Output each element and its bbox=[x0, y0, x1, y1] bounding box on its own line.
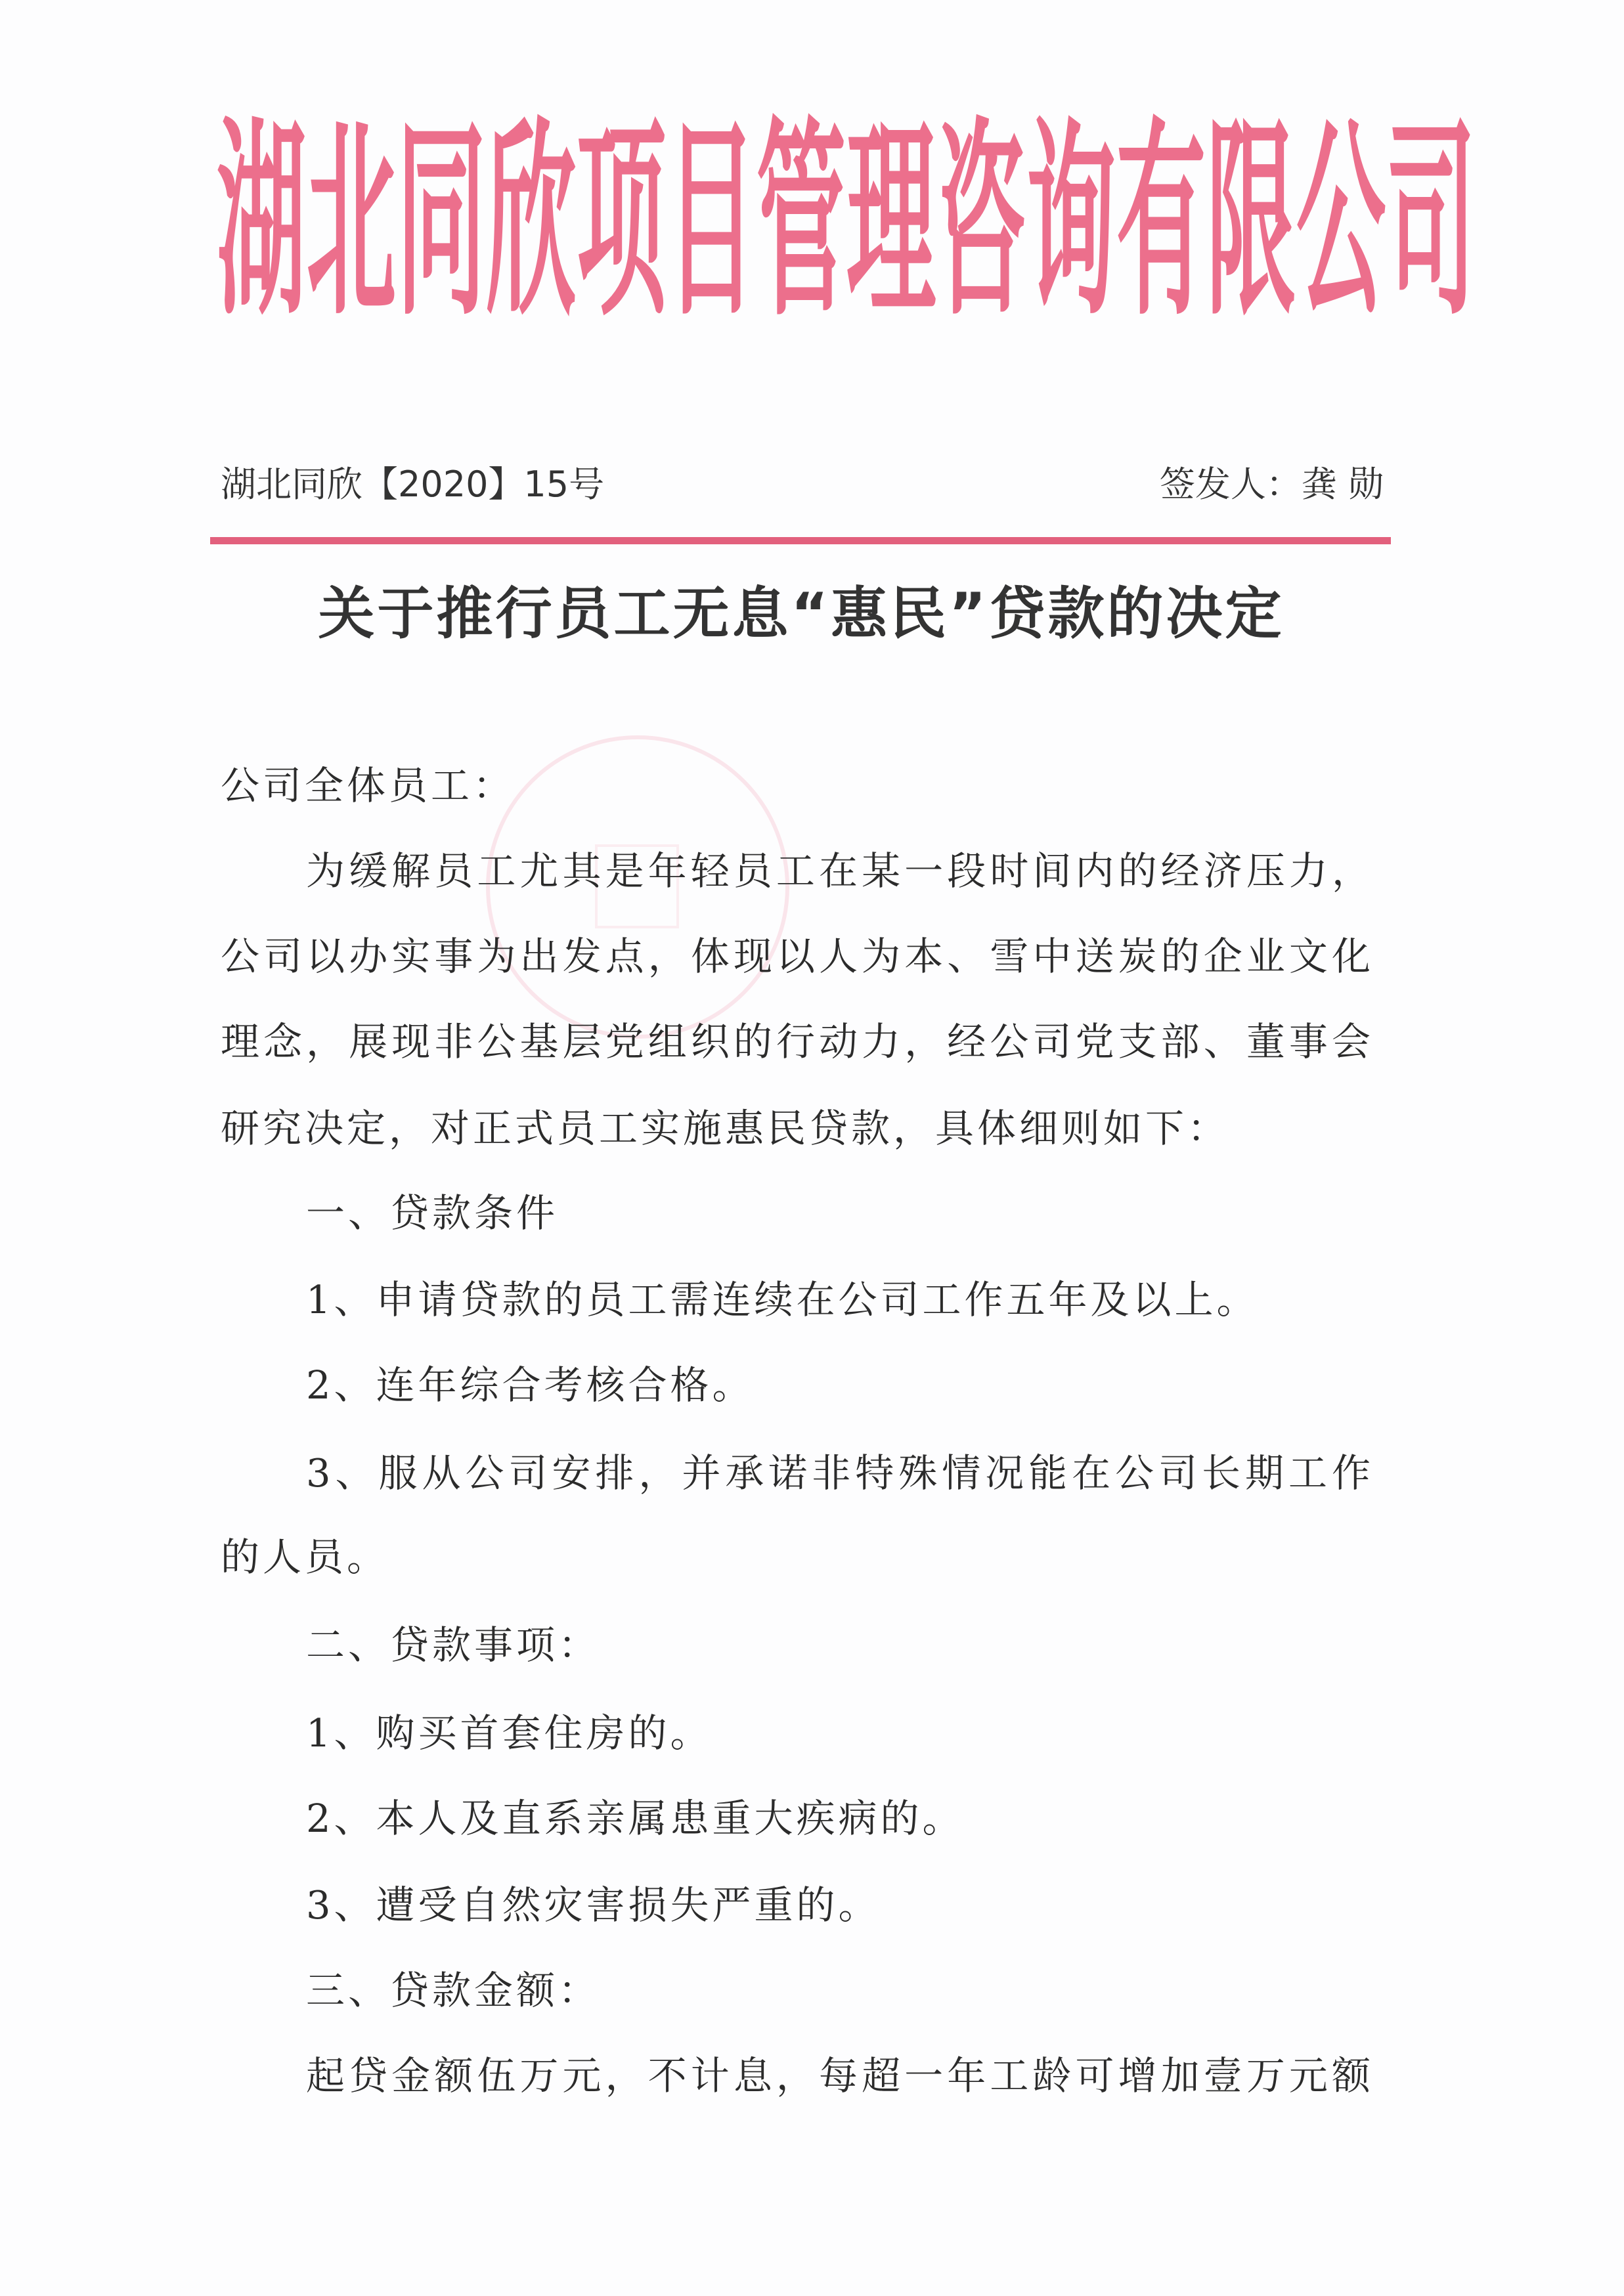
paragraph-line: 研究决定，对正式员工实施惠民贷款，具体细则如下： bbox=[221, 1106, 1230, 1151]
section-heading: 一、贷款条件 bbox=[306, 1190, 559, 1236]
signer: 签发人：龚 勋 bbox=[1159, 464, 1384, 505]
red-divider bbox=[210, 537, 1391, 544]
document-title: 关于推行员工无息“惠民”贷款的决定 bbox=[318, 581, 1284, 647]
paragraph-line: 为缓解员工尤其是年轻员工在某一段时间内的经济压力， bbox=[306, 848, 1374, 894]
list-item: 3、服从公司安排，并承诺非特殊情况能在公司长期工作 bbox=[306, 1450, 1374, 1496]
salutation: 公司全体员工： bbox=[221, 763, 516, 808]
paragraph-line: 公司以办实事为出发点，体现以人为本、雪中送炭的企业文化 bbox=[221, 934, 1374, 979]
section-heading: 三、贷款金额： bbox=[306, 1968, 601, 2013]
letterhead-text: 湖北同欣项目管理咨询有限公司 bbox=[217, 101, 1476, 345]
list-item-continuation: 的人员。 bbox=[221, 1534, 389, 1580]
list-item: 2、连年综合考核合格。 bbox=[306, 1362, 755, 1408]
list-item: 1、购买首套住房的。 bbox=[306, 1710, 713, 1756]
letterhead bbox=[217, 101, 1476, 345]
paragraph-line: 起贷金额伍万元，不计息，每超一年工龄可增加壹万元额 bbox=[306, 2053, 1374, 2098]
document-number: 湖北同欣【2020】15号 bbox=[221, 464, 605, 505]
list-item: 2、本人及直系亲属患重大疾病的。 bbox=[306, 1796, 965, 1841]
list-item: 3、遭受自然灾害损失严重的。 bbox=[306, 1882, 881, 1928]
list-item: 1、申请贷款的员工需连续在公司工作五年及以上。 bbox=[306, 1277, 1259, 1322]
section-heading: 二、贷款事项： bbox=[306, 1622, 601, 1668]
paragraph-line: 理念，展现非公基层党组织的行动力，经公司党支部、董事会 bbox=[221, 1019, 1374, 1064]
